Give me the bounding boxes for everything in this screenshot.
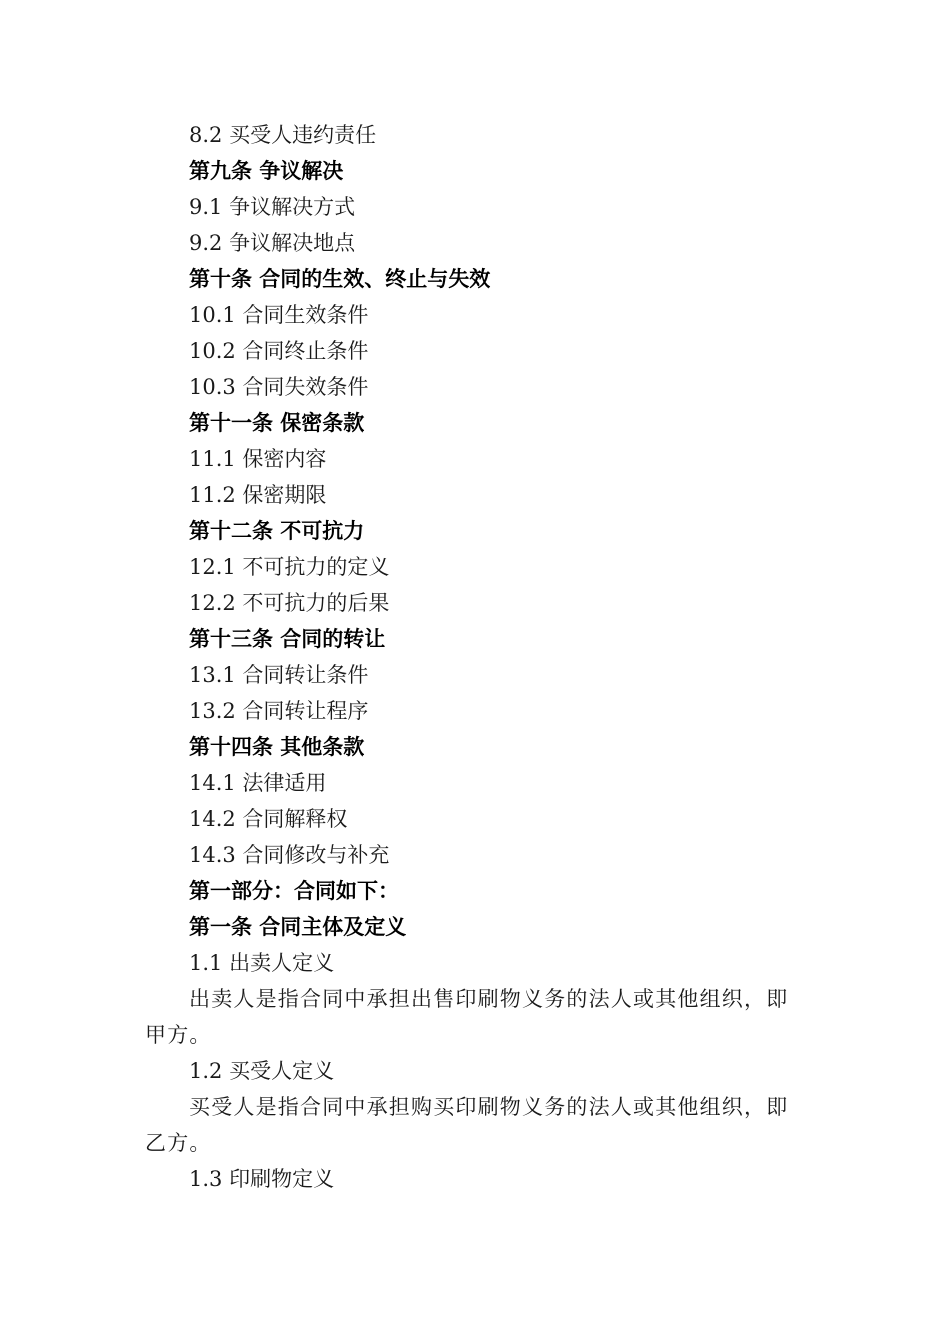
clause-line: 14.3 合同修改与补充 <box>189 843 390 867</box>
clause-line: 1.1 出卖人定义 <box>189 951 335 975</box>
article-heading: 第一条 合同主体及定义 <box>189 915 407 939</box>
clause-line: 13.1 合同转让条件 <box>189 663 369 687</box>
clause-line: 10.1 合同生效条件 <box>189 303 369 327</box>
clause-line: 10.3 合同失效条件 <box>189 375 369 399</box>
clause-line: 12.2 不可抗力的后果 <box>189 591 390 615</box>
body-paragraph: 买受人是指合同中承担购买印刷物义务的法人或其他组织，即乙方。 <box>145 1095 789 1155</box>
document-body <box>145 117 810 1197</box>
article-heading: 第九条 争议解决 <box>189 159 344 183</box>
article-heading: 第十四条 其他条款 <box>189 735 365 759</box>
part-heading: 第一部分：合同如下： <box>189 879 399 903</box>
clause-line: 14.2 合同解释权 <box>189 807 348 831</box>
clause-line: 13.2 合同转让程序 <box>189 699 369 723</box>
clause-line: 1.3 印刷物定义 <box>189 1167 335 1191</box>
clause-line: 14.1 法律适用 <box>189 771 327 795</box>
clause-line: 12.1 不可抗力的定义 <box>189 555 390 579</box>
article-heading: 第十二条 不可抗力 <box>189 519 365 543</box>
clause-line: 9.1 争议解决方式 <box>189 195 356 219</box>
clause-line: 9.2 争议解决地点 <box>189 231 356 255</box>
body-paragraph: 出卖人是指合同中承担出售印刷物义务的法人或其他组织，即甲方。 <box>145 987 789 1047</box>
article-heading: 第十条 合同的生效、终止与失效 <box>189 267 491 291</box>
clause-line: 10.2 合同终止条件 <box>189 339 369 363</box>
article-heading: 第十一条 保密条款 <box>189 411 365 435</box>
clause-line: 8.2 买受人违约责任 <box>189 123 377 147</box>
clause-line: 11.1 保密内容 <box>189 447 327 471</box>
article-heading: 第十三条 合同的转让 <box>189 627 386 651</box>
clause-line: 11.2 保密期限 <box>189 483 327 507</box>
clause-line: 1.2 买受人定义 <box>189 1059 335 1083</box>
